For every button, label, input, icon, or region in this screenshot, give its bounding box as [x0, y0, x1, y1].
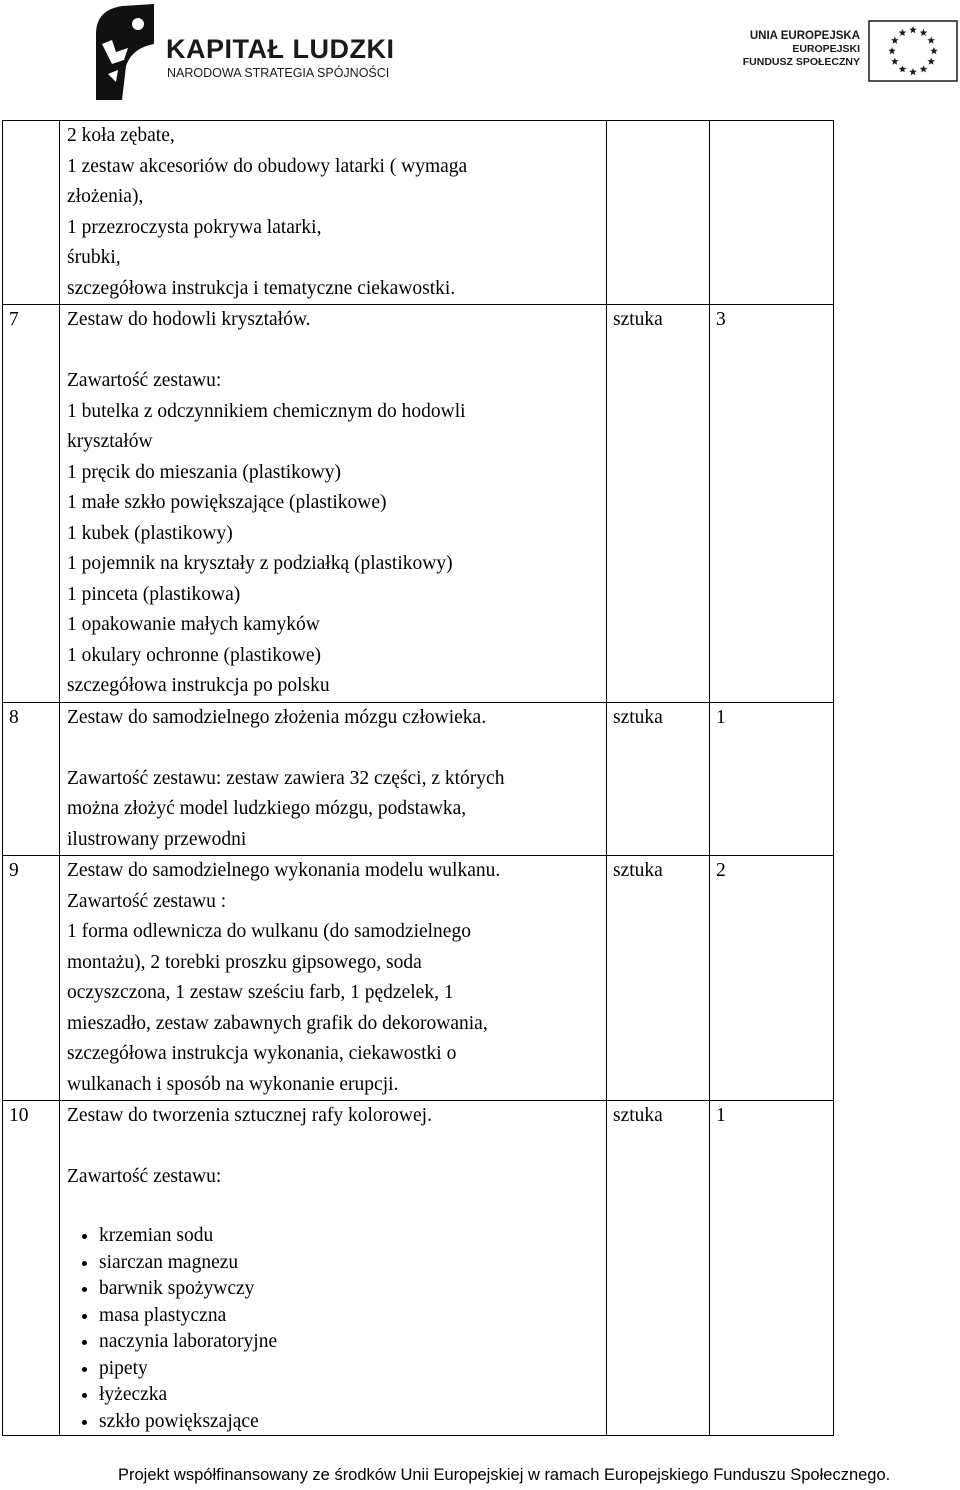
description-line: 1 butelka z odczynnikiem chemicznym do hodowli [67, 400, 466, 422]
description-line: 1 opakowanie małych kamyków [67, 614, 320, 635]
row-description [60, 1101, 607, 1436]
continuation-description [60, 121, 607, 305]
flag-star [920, 29, 928, 36]
row-quantity: 1 [710, 1101, 834, 1436]
row-unit: sztuka [607, 305, 710, 703]
kapital-ludzki-logo-icon [82, 4, 154, 100]
spacer [67, 1132, 606, 1163]
row-number: 9 [3, 856, 60, 1101]
list-item: • siarczan magnezu [99, 1250, 606, 1277]
table-row [3, 1101, 834, 1436]
kapital-ludzki-subtitle: NARODOWA STRATEGIA SPÓJNOŚCI [167, 66, 390, 80]
flag-star [909, 26, 917, 33]
table-row [3, 856, 834, 1101]
list-item: • krzemian sodu [99, 1223, 606, 1250]
list-item: • łyżeczka [99, 1382, 606, 1409]
list-item: • szkło powiększające [99, 1409, 606, 1436]
description-line: ilustrowany przewodni [67, 828, 247, 850]
row-description [60, 702, 607, 856]
table-row [3, 702, 834, 856]
row-number: 8 [3, 702, 60, 856]
flag-star [899, 65, 907, 72]
description-line: 1 małe szkło powiększające (plastikowe) [67, 492, 387, 513]
description-line: mieszadło, zestaw zabawnych grafik do dekorowania, [67, 1012, 488, 1034]
description-line: szczegółowa instrukcja po polsku [67, 675, 330, 696]
eu-logo-text [743, 30, 860, 69]
table-row [3, 305, 834, 703]
item-title: Zestaw do samodzielnego złożenia mózgu człowieka. [67, 706, 487, 728]
description-line: śrubki, [67, 247, 121, 268]
eu-logo-line3: FUNDUSZ SPOŁECZNY [742, 56, 860, 68]
list-item: • masa plastyczna [99, 1303, 606, 1330]
table-row-continuation [3, 121, 834, 305]
flag-star [891, 37, 899, 44]
row-quantity: 1 [710, 702, 834, 856]
flag-star [899, 29, 907, 36]
row-description [60, 856, 607, 1101]
row-number: 7 [3, 305, 60, 703]
items-table [2, 120, 834, 1436]
description-line: 2 koła zębate, [67, 125, 175, 146]
description-line: montażu), 2 torebki proszku gipsowego, soda [67, 951, 422, 973]
spacer [67, 1193, 606, 1224]
flag-star [888, 47, 896, 54]
eu-logo-line1: UNIA EUROPEJSKA [749, 30, 860, 42]
list-item: • pipety [99, 1356, 606, 1383]
description-line: Zawartość zestawu: zestaw zawiera 32 części, z których [67, 767, 505, 789]
item-title: Zestaw do tworzenia sztucznej rafy kolorowej. [67, 1105, 432, 1126]
kapital-ludzki-title: KAPITAŁ LUDZKI [166, 34, 395, 64]
row-number: 10 [3, 1101, 60, 1436]
flag-star [909, 68, 917, 75]
list-item: • barwnik spożywczy [99, 1276, 606, 1303]
description-line: 1 zestaw akcesoriów do obudowy latarki ( wymaga [67, 155, 468, 177]
flag-star [930, 47, 938, 54]
list-item: • naczynia laboratoryjne [99, 1329, 606, 1356]
item-title: Zestaw do samodzielnego wykonania modelu wulkanu. [67, 860, 501, 881]
row-unit: sztuka [607, 856, 710, 1101]
row-quantity: 2 [710, 856, 834, 1101]
description-line: kryształów [67, 431, 153, 452]
spacer [67, 336, 606, 367]
item-title: Zestaw do hodowli kryształów. [67, 309, 311, 330]
eu-flag-icon [868, 20, 958, 82]
content-label: Zawartość zestawu: [67, 1166, 222, 1187]
description-line: wulkanach i sposób na wykonanie erupcji. [67, 1073, 399, 1095]
description-line: 1 forma odlewnicza do wulkanu (do samodzielnego [67, 921, 471, 942]
flag-star [891, 58, 899, 65]
description-line: Zawartość zestawu : [67, 890, 227, 912]
content-bullet-list [67, 1223, 606, 1435]
eu-logo-line2: EUROPEJSKI [792, 43, 860, 55]
description-line: oczyszczona, 1 zestaw sześciu farb, 1 pędzelek, 1 [67, 982, 454, 1003]
description-line: można złożyć model ludzkiego mózgu, podstawka, [67, 798, 467, 819]
row-quantity: 3 [710, 305, 834, 703]
row-description [60, 305, 607, 703]
description-line: 1 pinceta (plastikowa) [67, 583, 241, 605]
description-line: 1 kubek (plastikowy) [67, 522, 233, 544]
row-unit: sztuka [607, 1101, 710, 1436]
page-header [0, 0, 960, 110]
row-unit: sztuka [607, 702, 710, 856]
description-line: złożenia), [67, 186, 144, 207]
flag-star [927, 37, 935, 44]
flag-star [920, 65, 928, 72]
description-line: szczegółowa instrukcja i tematyczne ciekawostki. [67, 277, 456, 299]
description-line: szczegółowa instrukcja wykonania, ciekawostki o [67, 1043, 457, 1064]
description-line: 1 pręcik do mieszania (plastikowy) [67, 461, 341, 483]
description-line: 1 pojemnik na kryształy z podziałką (plastikowy) [67, 553, 453, 574]
flag-star [927, 58, 935, 65]
spacer [67, 733, 606, 764]
description-line: Zawartość zestawu: [67, 370, 222, 391]
description-line: 1 przezroczysta pokrywa latarki, [67, 216, 322, 238]
description-line: 1 okulary ochronne (plastikowe) [67, 644, 321, 666]
footer-note: Projekt współfinansowany ze środków Unii Europejskiej w ramach Europejskiego Funduszu Społecznego. [118, 1466, 891, 1484]
